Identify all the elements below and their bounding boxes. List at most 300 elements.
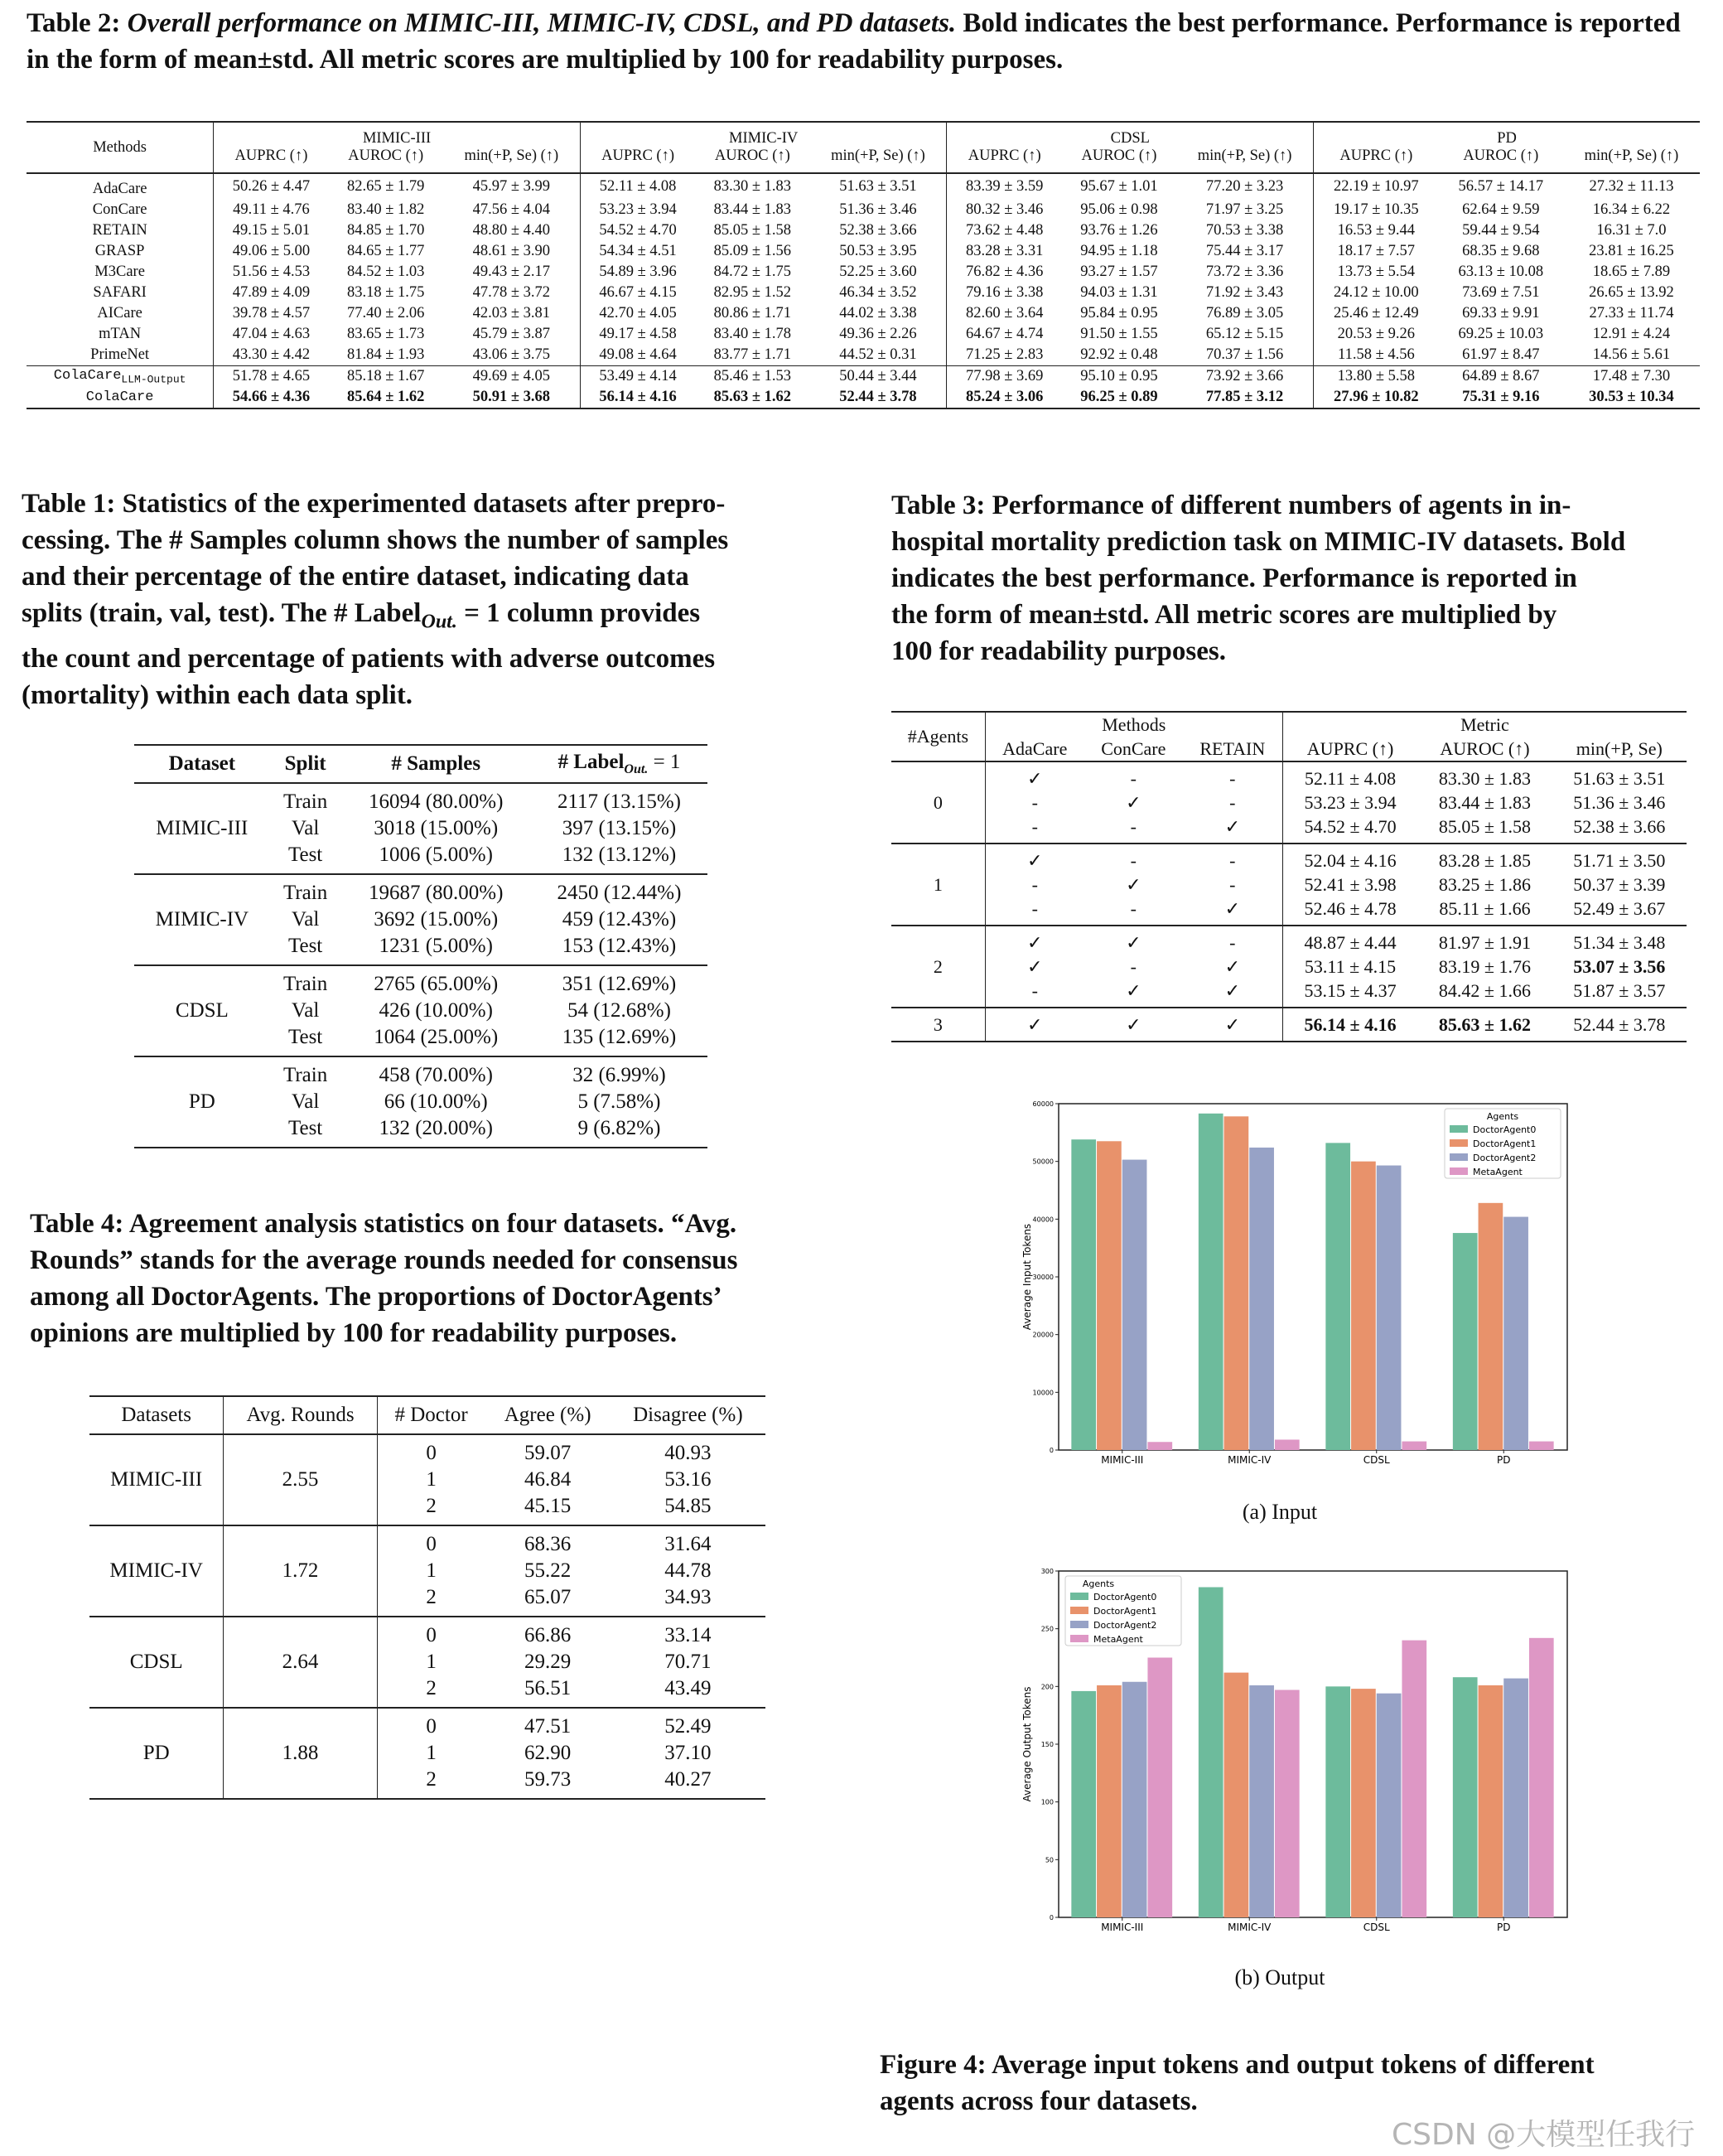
table2-cell: 14.56 ± 5.61 (1592, 346, 1671, 363)
legend-swatch (1450, 1125, 1468, 1133)
table4-cell: 2 (377, 1767, 485, 1799)
table2-cell: 24.12 ± 10.00 (1314, 283, 1439, 303)
table3-cell: ✓ (1183, 1008, 1283, 1042)
table1-row (134, 1056, 707, 1089)
table3-row (891, 844, 1687, 873)
table2-cell: 30.53 ± 10.34 (1563, 387, 1700, 408)
table2-cell: 56.57 ± 14.17 (1458, 178, 1544, 195)
table2-cell: 84.52 ± 1.03 (347, 263, 425, 280)
legend-swatch (1450, 1139, 1468, 1147)
table2-metric-row (27, 147, 1700, 173)
table2-cell: 12.91 ± 4.24 (1592, 326, 1671, 342)
table4-cell: 52.49 (611, 1708, 765, 1740)
bar-DoctorAgent2-MIMIC-IV (1249, 1148, 1274, 1450)
table1-cell: 5 (7.58%) (577, 1090, 661, 1113)
table1-caption-line: and their percentage of the entire dataset, indicating data (22, 562, 689, 592)
table4-cell: 44.78 (664, 1559, 712, 1582)
table2-cell: 18.65 ± 7.89 (1592, 263, 1671, 280)
table1-cell: 153 (12.43%) (562, 935, 677, 957)
bar-MetaAgent-PD (1529, 1442, 1554, 1450)
table2-cell: 75.31 ± 9.16 (1439, 387, 1563, 408)
table4-cell: 65.07 (524, 1586, 572, 1608)
table2-row (27, 324, 1700, 345)
table1-cell: Val (291, 1090, 320, 1113)
x-tick-label: MIMIC-IV (1228, 1922, 1272, 1933)
table4-rounds: 1.72 (224, 1525, 377, 1617)
table2-row (27, 241, 1700, 262)
table2-cell: 59.44 ± 9.54 (1462, 222, 1540, 239)
bar-DoctorAgent0-MIMIC-IV (1199, 1588, 1223, 1917)
table1-dataset: PD (134, 1056, 270, 1148)
table3-caption-line: the form of mean±std. All metric scores are multiplied by (891, 600, 1557, 630)
table3-caption-line: 100 for readability purposes. (891, 636, 1226, 666)
table2-dataset-header: PD (1314, 122, 1700, 147)
table3-cell: ✓ (985, 926, 1084, 955)
table2-cell: 94.95 ± 1.18 (1080, 243, 1158, 259)
y-tick-label: 0 (1049, 1447, 1054, 1454)
table3-cell: 81.97 ± 1.91 (1417, 926, 1552, 955)
table4-header: Disagree (%) (611, 1396, 765, 1434)
table4-dataset: PD (89, 1708, 224, 1799)
table2-cell: 94.03 ± 1.31 (1080, 284, 1158, 301)
table2-metric-header: AUROC (↑) (1439, 147, 1563, 173)
table4-cell: 1 (377, 1467, 485, 1493)
table1-cell: 2117 (13.15%) (531, 783, 707, 815)
table2-metric-header: AUPRC (↑) (580, 147, 695, 173)
table1-caption-line: (mortality) within each data split. (22, 679, 413, 710)
bar-MetaAgent-CDSL (1402, 1442, 1426, 1450)
table3-agents-count: 3 (891, 1008, 985, 1042)
table3-col-header: AdaCare (985, 737, 1084, 761)
table1-cell: 397 (13.15%) (562, 817, 677, 839)
table4-cell: 2 (377, 1493, 485, 1525)
table2-cell: 49.15 ± 5.01 (214, 220, 329, 241)
table3-cell: 52.11 ± 4.08 (1282, 761, 1417, 790)
table2-cell: 68.35 ± 9.68 (1462, 243, 1540, 259)
table1-cell: 54 (12.68%) (567, 999, 671, 1022)
legend-title: Agents (1082, 1578, 1115, 1589)
table3-row (891, 761, 1687, 790)
table2-cell: 75.44 ± 3.17 (1205, 243, 1284, 259)
table2-cell: 51.36 ± 3.46 (839, 201, 917, 218)
table1-cell: 132 (13.12%) (562, 844, 677, 866)
table2-ours-name-sub: LLM-Output (121, 373, 186, 386)
table1-header-label-sub: Out. (624, 762, 649, 776)
table1-cell: 2450 (12.44%) (531, 874, 707, 906)
table2-cell: 51.63 ± 3.51 (839, 178, 917, 195)
table2-cell: 52.11 ± 4.08 (580, 173, 695, 200)
figure4-caption-line: Figure 4: Average input tokens and output tokens of different (880, 2050, 1595, 2080)
table2-cell: 95.67 ± 1.01 (1080, 178, 1158, 195)
legend-swatch (1070, 1635, 1088, 1642)
table2-cell: 53.49 ± 4.14 (580, 366, 695, 388)
table3-cell: 50.37 ± 3.39 (1573, 873, 1666, 895)
table3-cell: 52.04 ± 4.16 (1282, 844, 1417, 873)
x-tick-label: PD (1497, 1922, 1511, 1933)
table2-method-name: PrimeNet (90, 346, 150, 363)
table2-cell: 65.12 ± 5.15 (1205, 326, 1284, 342)
bar-DoctorAgent2-CDSL (1377, 1166, 1402, 1450)
table2-cell: 80.86 ± 1.71 (713, 305, 792, 321)
table4-row (89, 1434, 765, 1467)
y-tick-label: 300 (1040, 1568, 1054, 1575)
table4-cell: 59.07 (485, 1434, 611, 1467)
table1-caption-line: Table 1: Statistics of the experimented datasets after prepro- (22, 489, 726, 519)
table4-row (89, 1525, 765, 1558)
table3-cell: - (985, 815, 1084, 844)
legend-entry: DoctorAgent2 (1093, 1620, 1157, 1631)
table3-cell: 84.42 ± 1.66 (1438, 979, 1531, 1001)
table3-cell: 54.52 ± 4.70 (1282, 815, 1417, 844)
bar-DoctorAgent2-MIMIC-IV (1249, 1685, 1274, 1917)
table1-cell: 351 (12.69%) (531, 965, 707, 998)
table2-metric-header: min(+P, Se) (↑) (1563, 147, 1700, 173)
table2-cell: 76.89 ± 3.05 (1205, 305, 1284, 321)
bar-MetaAgent-MIMIC-III (1147, 1442, 1172, 1450)
table1-caption-line: = 1 column provides (456, 598, 701, 628)
table3-row (891, 955, 1687, 979)
bar-DoctorAgent1-MIMIC-IV (1224, 1116, 1249, 1450)
table4-cell: 0 (377, 1525, 485, 1558)
table3-cell: ✓ (1126, 979, 1141, 1001)
table2-caption (27, 5, 1708, 78)
table2-cell: 69.25 ± 10.03 (1458, 326, 1544, 342)
table2-cell: 53.23 ± 3.94 (580, 200, 695, 220)
table2-cell: 18.17 ± 7.57 (1314, 241, 1439, 262)
table4-rounds: 2.55 (224, 1434, 377, 1525)
table1-row (134, 783, 707, 815)
table1-cell: Val (291, 817, 320, 839)
table1-header-label (531, 745, 707, 783)
table3-header-agents: #Agents (891, 712, 985, 761)
table2-method-name: mTAN (99, 326, 142, 342)
bar-DoctorAgent2-PD (1503, 1217, 1528, 1450)
table3-cell: ✓ (1224, 897, 1241, 919)
figure4-caption (880, 2047, 1708, 2120)
table2-cell: 79.16 ± 3.38 (947, 283, 1062, 303)
y-axis-label: Average Output Tokens (1021, 1686, 1033, 1802)
table3-cell: - (985, 979, 1084, 1008)
table3-col-header: ConCare (1084, 737, 1183, 761)
table2-cell: 43.06 ± 3.75 (472, 346, 551, 363)
table1-cell: 32 (6.99%) (531, 1056, 707, 1089)
table3-cell: ✓ (1084, 926, 1183, 955)
table1-row (134, 965, 707, 998)
table3-row (891, 790, 1687, 815)
table2-cell: 54.34 ± 4.51 (580, 241, 695, 262)
table3-cell: 85.05 ± 1.58 (1438, 815, 1531, 837)
table3-cell: 56.14 ± 4.16 (1282, 1008, 1417, 1042)
table3-header-methods: Methods (985, 712, 1282, 737)
y-tick-label: 150 (1040, 1741, 1054, 1748)
table1-caption-line: splits (train, val, test). The # Label (22, 598, 422, 628)
table2-method-name: AICare (97, 305, 142, 321)
table2-ours-name-text: ColaCare (85, 389, 154, 405)
subcaption-output: (b) Output (1234, 1965, 1325, 1989)
table1-cell: Train (270, 783, 341, 815)
table2-cell: 83.28 ± 3.31 (947, 241, 1062, 262)
table2-dataset-header: CDSL (947, 122, 1314, 147)
table2-row (27, 303, 1700, 324)
table2-cell: 95.10 ± 0.95 (1062, 366, 1176, 388)
table1-cell: 1231 (5.00%) (379, 935, 493, 957)
bar-MetaAgent-CDSL (1402, 1641, 1426, 1917)
table2-cell: 17.48 ± 7.30 (1563, 366, 1700, 388)
bar-DoctorAgent0-MIMIC-III (1071, 1691, 1096, 1917)
table3-agents-count: 0 (891, 761, 985, 844)
table3-cell: ✓ (1224, 815, 1241, 837)
y-tick-label: 200 (1040, 1683, 1054, 1691)
legend-entry: DoctorAgent2 (1473, 1153, 1537, 1163)
bar-MetaAgent-PD (1529, 1638, 1554, 1917)
table4-cell: 31.64 (611, 1525, 765, 1558)
table3-col-header: AUPRC (↑) (1282, 737, 1417, 761)
legend-entry: MetaAgent (1093, 1634, 1143, 1645)
table2-cell: 42.70 ± 4.05 (580, 303, 695, 324)
table2-cell: 50.53 ± 3.95 (839, 243, 917, 259)
legend-entry: DoctorAgent0 (1093, 1592, 1157, 1602)
table3-cell: - (985, 873, 1084, 897)
table2-cell: 51.78 ± 4.65 (214, 366, 329, 388)
table2-cell: 70.37 ± 1.56 (1205, 346, 1284, 363)
y-tick-label: 60000 (1032, 1100, 1054, 1108)
table2-cell: 71.97 ± 3.25 (1205, 201, 1284, 218)
table2-cell: 52.25 ± 3.60 (839, 263, 917, 280)
table4-cell: 37.10 (664, 1742, 712, 1764)
table2-cell: 61.97 ± 8.47 (1462, 346, 1540, 363)
table2-cell: 77.40 ± 2.06 (347, 305, 425, 321)
table2-cell: 73.72 ± 3.36 (1205, 263, 1284, 280)
bar-DoctorAgent1-MIMIC-III (1097, 1685, 1122, 1917)
bar-DoctorAgent0-MIMIC-IV (1199, 1114, 1223, 1450)
table1-dataset: CDSL (134, 965, 270, 1056)
table2-cell: 52.38 ± 3.66 (839, 222, 917, 239)
table2-cell: 71.92 ± 3.43 (1205, 284, 1284, 301)
table2-cell: 23.81 ± 16.25 (1589, 243, 1674, 259)
bar-MetaAgent-MIMIC-IV (1275, 1439, 1300, 1450)
table2-caption-body: Bold indicates the best performance. Performance is reported in the form of mean±std. All metric scores are multiplied by 100 for readability purposes. (27, 8, 1681, 75)
table1-cell: Val (291, 999, 320, 1022)
table3-cell: - (1130, 897, 1137, 919)
table3-cell: ✓ (985, 955, 1084, 979)
table3-cell: - (1183, 844, 1283, 873)
table3-caption-line: Table 3: Performance of different numbers of agents in in- (891, 491, 1571, 520)
table3-row (891, 873, 1687, 897)
table2-cell: 64.89 ± 8.67 (1439, 366, 1563, 388)
table3-cell: - (1084, 761, 1183, 790)
table2-cell: 85.64 ± 1.62 (329, 387, 443, 408)
table2-metric-header: AUPRC (↑) (1314, 147, 1439, 173)
table3-cell: 83.28 ± 1.85 (1417, 844, 1552, 873)
table4-caption-line: Table 4: Agreement analysis statistics on four datasets. “Avg. (30, 1209, 737, 1239)
table2-cell: 47.78 ± 3.72 (472, 284, 551, 301)
table4-cell: 55.22 (524, 1559, 572, 1582)
table1-cell: Train (270, 1056, 341, 1089)
table3-cell: 51.34 ± 3.48 (1552, 926, 1687, 955)
legend-swatch (1070, 1621, 1088, 1628)
table2-ours-name-text: ColaCare (53, 367, 122, 384)
table4-header-row (89, 1396, 765, 1434)
table1-cell: Test (287, 1026, 323, 1048)
table4-cell: 29.29 (524, 1651, 572, 1673)
table2-cell: 71.25 ± 2.83 (947, 345, 1062, 366)
table2-ours-row (27, 366, 1700, 388)
table3-cell: ✓ (985, 1008, 1084, 1042)
table2-cell: 76.82 ± 4.36 (947, 262, 1062, 283)
legend-entry: DoctorAgent1 (1093, 1606, 1157, 1617)
table2-cell: 56.14 ± 4.16 (580, 387, 695, 408)
table1-header-split: Split (270, 745, 341, 783)
table3-cell: ✓ (1126, 873, 1141, 895)
table3-row (891, 979, 1687, 1008)
table2-cell: 73.92 ± 3.66 (1176, 366, 1314, 388)
table1-cell: 9 (6.82%) (531, 1115, 707, 1148)
table3-caption-line: indicates the best performance. Performance is reported in (891, 563, 1577, 593)
table3-header-metric: Metric (1282, 712, 1687, 737)
table4-cell: 40.93 (611, 1434, 765, 1467)
table2-cell: 44.52 ± 0.31 (839, 346, 917, 363)
x-tick-label: MIMIC-III (1101, 1454, 1144, 1466)
table2-method-name: ConCare (92, 201, 147, 218)
table4-cell: 1 (377, 1649, 485, 1675)
table2-cell: 47.56 ± 4.04 (472, 201, 551, 218)
table4-cell: 70.71 (664, 1651, 712, 1673)
table2-cell: 73.62 ± 4.48 (947, 220, 1062, 241)
table3-cell: - (1130, 815, 1137, 837)
table1-cell: 1006 (5.00%) (379, 844, 493, 866)
x-tick-label: MIMIC-III (1101, 1922, 1144, 1933)
table1-header-label-text: # Label (557, 751, 625, 773)
table3-cell: 83.30 ± 1.83 (1417, 761, 1552, 790)
table3-cell: - (1084, 844, 1183, 873)
table1-header-dataset: Dataset (134, 745, 270, 783)
x-tick-label: MIMIC-IV (1228, 1454, 1272, 1466)
table2-dataset-header: MIMIC-III (214, 122, 581, 147)
table2-cell: 85.09 ± 1.56 (713, 243, 792, 259)
table2-cell: 63.13 ± 10.08 (1458, 263, 1544, 280)
table4-cell: 0 (377, 1617, 485, 1649)
table2-cell: 26.65 ± 13.92 (1589, 284, 1674, 301)
table4-header: Avg. Rounds (224, 1396, 377, 1434)
table3-col-header: AUROC (↑) (1417, 737, 1552, 761)
legend-swatch (1450, 1167, 1468, 1175)
table3-cell: - (1130, 955, 1137, 977)
table3-cell: - (1183, 761, 1283, 790)
table1-cell: 3692 (15.00%) (374, 908, 499, 931)
table2-cell: 83.77 ± 1.71 (713, 346, 792, 363)
bar-MetaAgent-MIMIC-IV (1275, 1690, 1300, 1917)
table1-cell: 132 (20.00%) (341, 1115, 531, 1148)
table3-cell: - (1229, 791, 1236, 813)
bar-DoctorAgent0-CDSL (1325, 1143, 1350, 1450)
table2-cell: 44.02 ± 3.38 (839, 305, 917, 321)
bar-DoctorAgent2-MIMIC-III (1122, 1160, 1147, 1450)
table3-cell: 51.71 ± 3.50 (1552, 844, 1687, 873)
table2-cell: 45.97 ± 3.99 (472, 178, 551, 195)
table2-method-name: RETAIN (92, 222, 147, 239)
table3-cell: 52.38 ± 3.66 (1573, 815, 1666, 837)
table2-cell: 50.26 ± 4.47 (214, 173, 329, 200)
table3-cell: ✓ (1224, 955, 1241, 977)
table2-cell: 83.65 ± 1.73 (347, 326, 425, 342)
table4-dataset: MIMIC-IV (89, 1525, 224, 1617)
table1-cell: 2765 (65.00%) (341, 965, 531, 998)
table4-cell: 56.51 (524, 1677, 572, 1699)
table2-cell: 70.53 ± 3.38 (1205, 222, 1284, 239)
table2-cell: 48.61 ± 3.90 (472, 243, 551, 259)
table2-row (27, 345, 1700, 366)
table2-cell: 49.36 ± 2.26 (839, 326, 917, 342)
legend-entry: DoctorAgent0 (1473, 1124, 1537, 1135)
table2-cell: 27.32 ± 11.13 (1589, 178, 1674, 195)
table4-cell: 1 (377, 1558, 485, 1584)
table2-cell: 16.53 ± 9.44 (1314, 220, 1439, 241)
table1-cell: 459 (12.43%) (562, 908, 677, 931)
table4-cell: 43.49 (664, 1677, 712, 1699)
y-tick-label: 50000 (1032, 1158, 1054, 1166)
table2-cell: 39.78 ± 4.57 (214, 303, 329, 324)
table3-cell: 52.46 ± 4.78 (1282, 897, 1417, 926)
table3-cell: 83.19 ± 1.76 (1438, 955, 1531, 977)
chart-output-tokens (1016, 1559, 1595, 1949)
table2-cell: 49.17 ± 4.58 (580, 324, 695, 345)
table2-cell: 85.18 ± 1.67 (329, 366, 443, 388)
table4-cell: 46.84 (524, 1468, 572, 1491)
bar-DoctorAgent0-PD (1453, 1677, 1478, 1917)
table3-cell: 52.44 ± 3.78 (1552, 1008, 1687, 1042)
table3-cell: ✓ (985, 761, 1084, 790)
table2-cell: 51.56 ± 4.53 (214, 262, 329, 283)
table2-cell: 13.73 ± 5.54 (1314, 262, 1439, 283)
table4-caption-line: Rounds” stands for the average rounds needed for consensus (30, 1245, 738, 1275)
table2-row (27, 220, 1700, 241)
y-tick-label: 100 (1040, 1798, 1054, 1806)
table1-caption-line: cessing. The # Samples column shows the number of samples (22, 525, 729, 555)
y-tick-label: 40000 (1032, 1216, 1054, 1224)
bar-MetaAgent-MIMIC-III (1147, 1658, 1172, 1918)
table2-cell: 25.46 ± 12.49 (1314, 303, 1439, 324)
table4-cell: 45.15 (524, 1495, 572, 1517)
table3-cell: ✓ (985, 844, 1084, 873)
table4-caption (30, 1206, 842, 1351)
table2-cell: 92.92 ± 0.48 (1080, 346, 1158, 363)
table2-cell: 85.63 ± 1.62 (695, 387, 809, 408)
table2-cell: 83.39 ± 3.59 (947, 173, 1062, 200)
y-tick-label: 50 (1045, 1856, 1054, 1864)
table2-cell: 85.24 ± 3.06 (947, 387, 1062, 408)
table2-metric-header: AUPRC (↑) (947, 147, 1062, 173)
table2-cell: 83.30 ± 1.83 (713, 178, 792, 195)
legend-swatch (1070, 1593, 1088, 1600)
bar-DoctorAgent2-MIMIC-III (1122, 1682, 1147, 1917)
legend-swatch (1450, 1153, 1468, 1161)
table2-cell: 42.03 ± 3.81 (472, 305, 551, 321)
table2-method-name: GRASP (94, 243, 145, 259)
table2 (27, 121, 1700, 409)
table3 (891, 711, 1687, 1042)
table1-cell: 1064 (25.00%) (374, 1026, 499, 1048)
x-tick-label: CDSL (1363, 1922, 1390, 1933)
table2-cell: 27.33 ± 11.74 (1589, 305, 1674, 321)
table2-cell: 46.34 ± 3.52 (839, 284, 917, 301)
table3-row (891, 1008, 1687, 1042)
chart-input-tokens (1016, 1092, 1595, 1482)
table2-cell: 50.91 ± 3.68 (443, 387, 581, 408)
table1-cell: Test (287, 844, 323, 866)
table2-cell: 16.31 ± 7.0 (1596, 222, 1667, 239)
table2-metric-header: AUROC (↑) (329, 147, 443, 173)
table2-cell: 96.25 ± 0.89 (1062, 387, 1176, 408)
